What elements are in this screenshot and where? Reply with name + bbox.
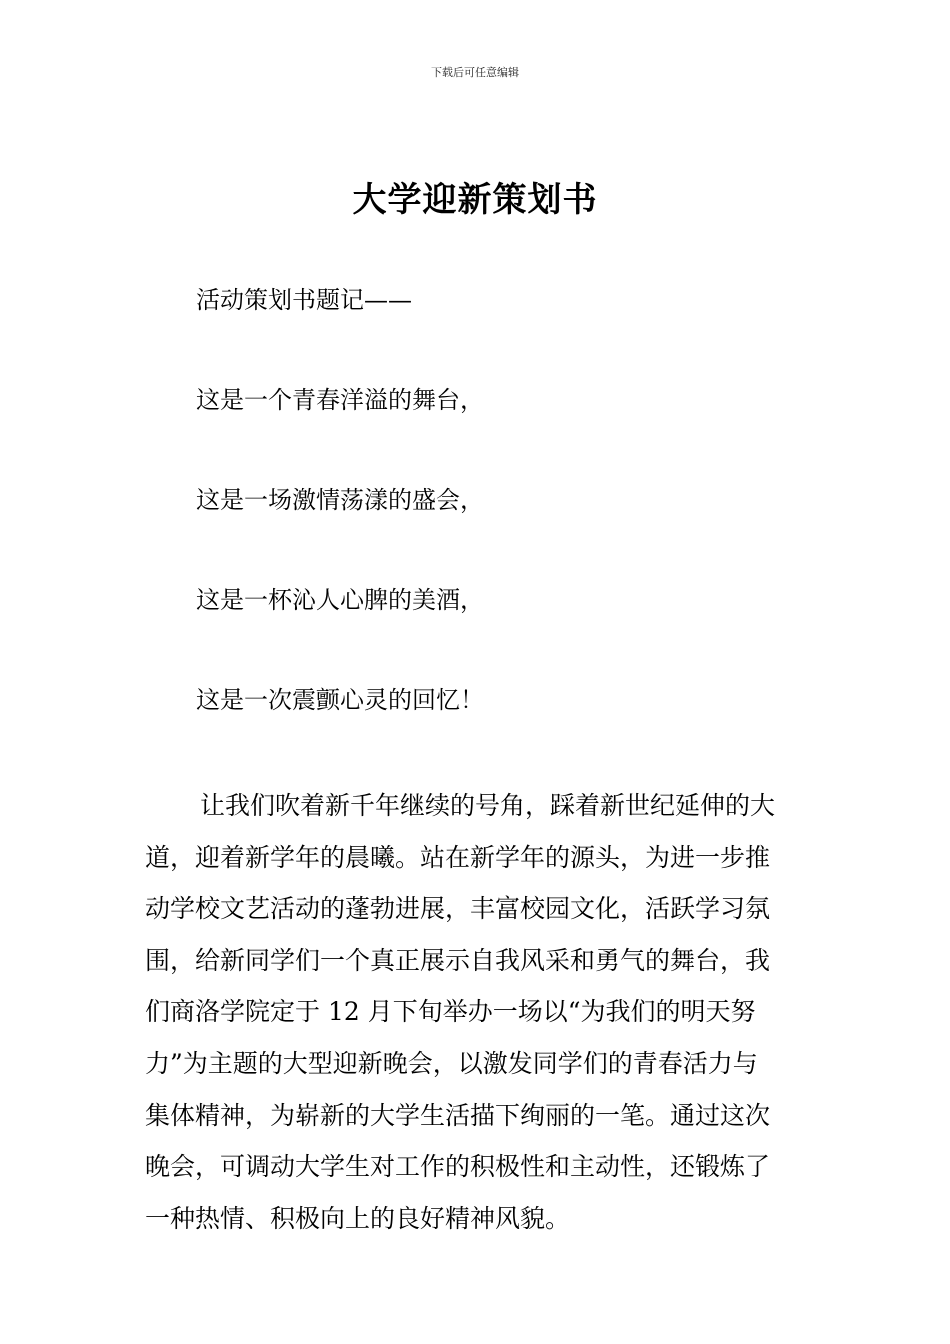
intro-line: 这是一杯沁人心脾的美酒， xyxy=(196,586,484,614)
paragraph-line: 们商洛学院定于 12 月下旬举办一场以“为我们的明天努 xyxy=(145,997,756,1027)
paragraph-line: 晚会，可调动大学生对工作的积极性和主动性，还锻炼了 xyxy=(145,1152,771,1182)
paragraph-line: 围，给新同学们一个真正展示自我风采和勇气的舞台，我 xyxy=(145,945,771,975)
paragraph-line: 集体精神，为崭新的大学生活描下绚丽的一笔。通过这次 xyxy=(145,1100,771,1130)
paragraph-line: 动学校文艺活动的蓬勃进展，丰富校园文化，活跃学习氛 xyxy=(145,894,771,924)
intro-line: 这是一场激情荡漾的盛会， xyxy=(196,486,484,514)
body-paragraph xyxy=(145,780,810,1244)
header-note: 下载后可任意编辑 xyxy=(431,66,519,79)
paragraph-line: 一种热情、积极向上的良好精神风貌。 xyxy=(145,1203,571,1233)
paragraph-line: 力”为主题的大型迎新晚会，以激发同学们的青春活力与 xyxy=(145,1048,758,1078)
document-title: 大学迎新策划书 xyxy=(352,180,598,220)
paragraph-line: 让我们吹着新千年继续的号角，踩着新世纪延伸的大 xyxy=(200,791,776,820)
paragraph-line: 道，迎着新学年的晨曦。站在新学年的源头，为进一步推 xyxy=(145,842,771,872)
intro-line: 这是一次震颤心灵的回忆！ xyxy=(196,686,484,714)
intro-line: 这是一个青春洋溢的舞台， xyxy=(196,386,484,414)
intro-line: 活动策划书题记—— xyxy=(196,286,412,314)
